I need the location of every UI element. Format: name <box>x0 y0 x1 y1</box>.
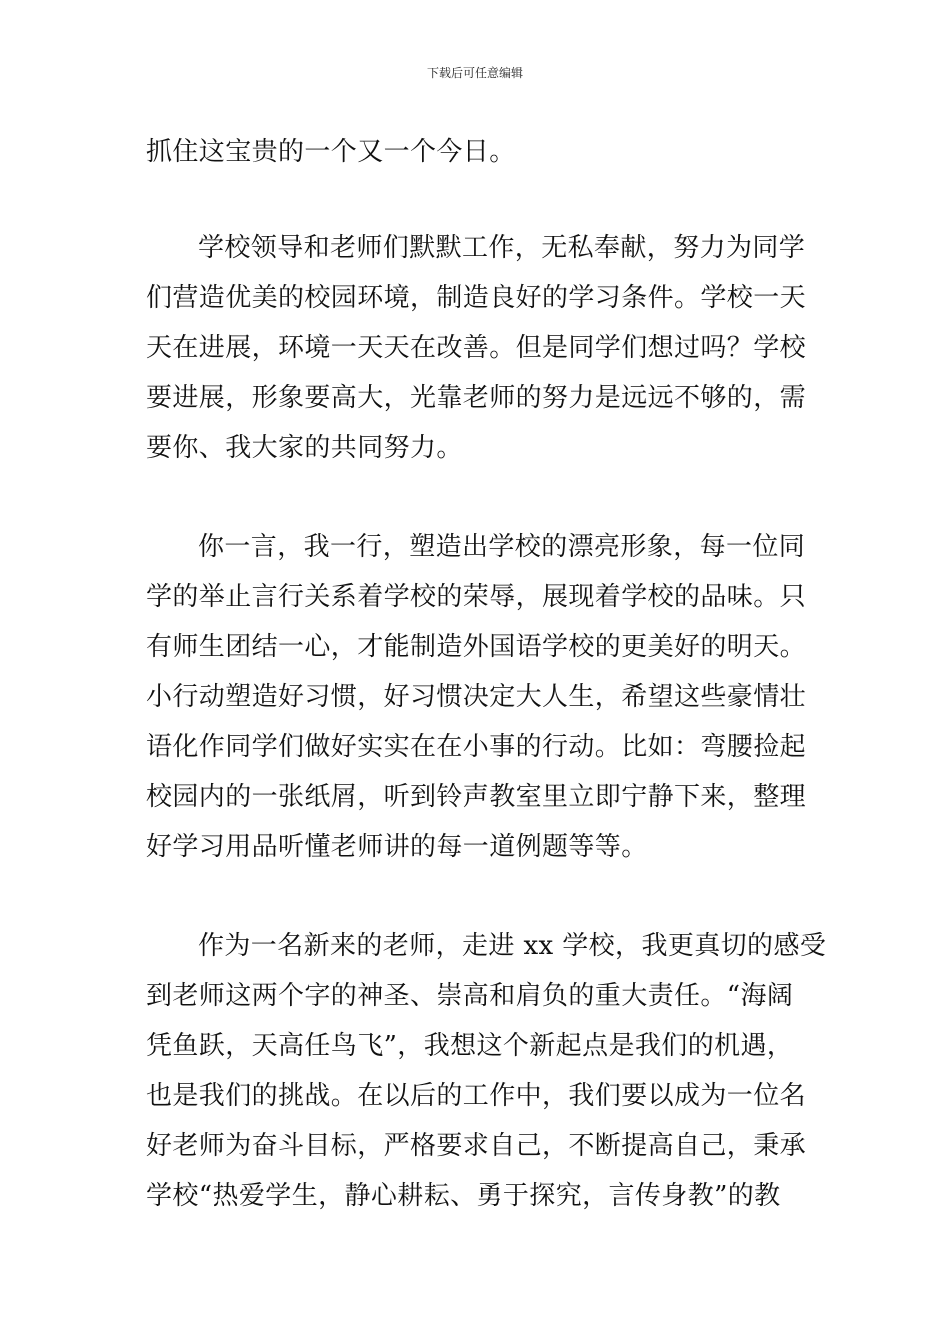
paragraph-3-line-6: 校园内的一张纸屑，听到铃声教室里立即宁静下来，整理 <box>146 782 807 812</box>
paragraph-4-line-3: 凭鱼跃，天高任鸟飞”，我想这个新起点是我们的机遇， <box>146 1031 794 1061</box>
paragraph-2-line-2: 们营造优美的校园环境，制造良好的学习条件。学校一天 <box>146 283 807 313</box>
paragraph-4-line-2: 到老师这两个字的神圣、崇高和肩负的重大责任。“海阔 <box>146 981 794 1011</box>
page-header: 下载后可任意编辑 <box>426 66 523 80</box>
paragraph-1-line-1: 抓住这宝贵的一个又一个今日。 <box>146 137 516 167</box>
paragraph-4-line-1: 作为一名新来的老师，走进 xx 学校，我更真切的感受 <box>198 931 827 961</box>
paragraph-2-line-3: 天在进展，环境一天天在改善。但是同学们想过吗？学校 <box>146 333 807 363</box>
paragraph-4-line-6: 学校“热爱学生，静心耕耘、勇于探究，言传身教”的教 <box>146 1181 781 1211</box>
paragraph-3-line-1: 你一言，我一行，塑造出学校的漂亮形象，每一位同 <box>198 532 806 562</box>
paragraph-4-line-5: 好老师为奋斗目标，严格要求自己，不断提高自己，秉承 <box>146 1131 807 1161</box>
paragraph-2-line-1: 学校领导和老师们默默工作，无私奉献，努力为同学 <box>198 233 806 263</box>
paragraph-2-line-5: 要你、我大家的共同努力。 <box>146 433 463 463</box>
paragraph-3-line-2: 学的举止言行关系着学校的荣辱，展现着学校的品味。只 <box>146 582 807 612</box>
paragraph-3-line-5: 语化作同学们做好实实在在小事的行动。比如：弯腰捡起 <box>146 732 807 762</box>
paragraph-3-line-4: 小行动塑造好习惯，好习惯决定大人生，希望这些豪情壮 <box>146 682 807 712</box>
paragraph-3-line-3: 有师生团结一心，才能制造外国语学校的更美好的明天。 <box>146 632 807 662</box>
paragraph-3-line-7: 好学习用品听懂老师讲的每一道例题等等。 <box>146 832 648 862</box>
paragraph-2-line-4: 要进展，形象要高大，光靠老师的努力是远远不够的，需 <box>146 383 807 413</box>
paragraph-4-line-4: 也是我们的挑战。在以后的工作中，我们要以成为一位名 <box>146 1081 807 1111</box>
